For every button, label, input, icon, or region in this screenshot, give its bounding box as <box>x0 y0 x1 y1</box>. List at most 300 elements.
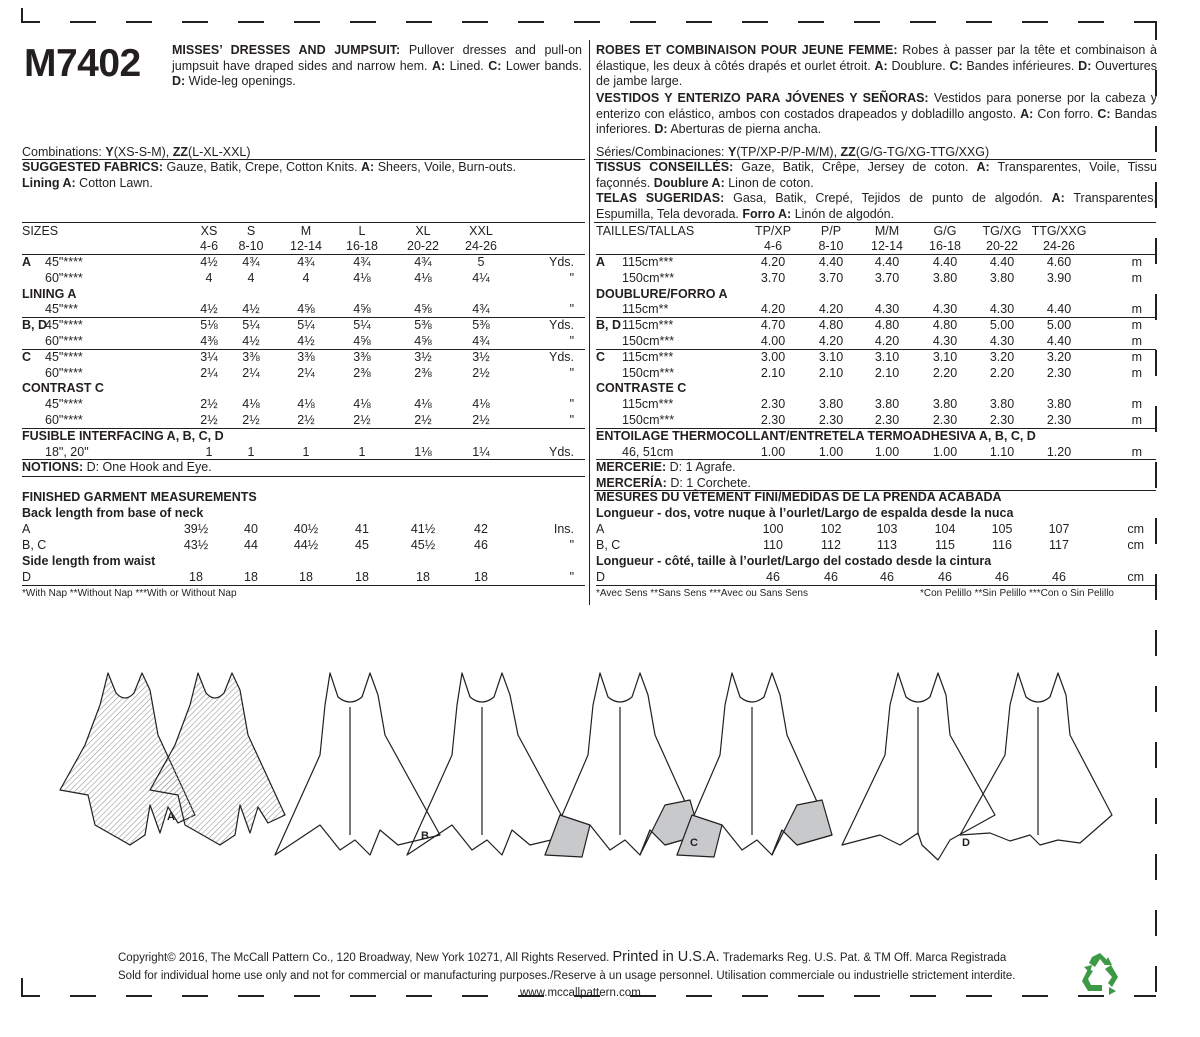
size-range: 20-22 <box>407 239 439 253</box>
yardage-value: 2½ <box>414 413 432 427</box>
yardage-value: 4⅛ <box>297 397 315 412</box>
unit: m <box>1131 413 1142 427</box>
yardage-value: 2.10 <box>874 365 900 380</box>
fabric-width: 45"**** <box>45 349 83 364</box>
fabric-width: 115cm*** <box>622 318 674 333</box>
section-label: CONTRAST C <box>22 381 104 396</box>
yardage-value: 3.20 <box>989 349 1015 364</box>
yardage-value: 3.70 <box>818 270 844 285</box>
yardage-value: 3.20 <box>1046 349 1072 364</box>
fabric-width: 115cm** <box>622 302 669 317</box>
yardage-value: 2.30 <box>760 413 786 427</box>
forro-label: Forro A: <box>742 206 792 221</box>
telas-label: TELAS SUGERIDAS: <box>596 191 725 205</box>
view-label: B, D <box>22 318 47 333</box>
intro-es-d-text: Aberturas de pierna ancha. <box>667 122 822 136</box>
yardage-value: 5⅛ <box>200 318 218 333</box>
yardage-value: 2½ <box>297 413 315 427</box>
size-name: G/G <box>933 224 957 238</box>
back-length-label: Back length from base of neck <box>22 506 204 521</box>
measurement-value: 110 <box>763 538 783 553</box>
intro-en-a-text: Lined. <box>445 58 489 73</box>
yardage-value: 4.20 <box>760 302 786 317</box>
yardage-value: 3.80 <box>932 397 958 412</box>
yardage-value: 1 <box>247 444 255 459</box>
yardage-value: 4⅛ <box>353 270 371 285</box>
combinations-fr-es <box>596 145 989 160</box>
yardage-value: 4⅜ <box>200 334 218 348</box>
unit: Yds. <box>548 444 574 459</box>
measurement-value: 41 <box>355 522 369 537</box>
yardage-value: 4.20 <box>760 255 786 269</box>
measurement-value: 45½ <box>410 538 436 553</box>
yardage-value: 2⅜ <box>353 365 371 380</box>
telas-text: Gasa, Batik, Crepé, Tejidos de punto de algodón. <box>724 191 1052 205</box>
view-c-back <box>677 673 832 857</box>
view-label: A <box>22 522 31 537</box>
footnote-fr: *Avec Sens **Sans Sens ***Avec ou Sans Sens <box>596 588 808 600</box>
yardage-value: 1.20 <box>1046 444 1072 459</box>
intro-fr-d-label: D: <box>1078 58 1092 73</box>
yardage-value: 4⅝ <box>297 302 315 317</box>
view-label: A <box>22 255 32 269</box>
yardage-value: 1.00 <box>818 444 844 459</box>
measurement-value: 107 <box>1048 522 1070 537</box>
combination-y-fr: Y <box>728 145 737 159</box>
intro-es-title: VESTIDOS Y ENTERIZO PARA JÓVENES Y SEÑORAS: <box>596 91 929 105</box>
mercerie-part: D: 1 Agrafe. <box>666 460 736 475</box>
size-range: 24-26 <box>465 239 497 253</box>
fabrics-text: Gauze, Batik, Crepe, Cotton Knits. <box>163 160 362 174</box>
pattern-number: M7402 <box>24 42 141 85</box>
yardage-value: 1 <box>358 444 366 459</box>
mercerie <box>596 460 736 475</box>
fabric-width: 150cm*** <box>622 270 675 285</box>
yardage-value: 1.00 <box>874 444 900 459</box>
size-range: 8-10 <box>238 239 264 253</box>
trademarks: Trademarks Reg. U.S. Pat. & TM Off. Marca Registrada <box>722 952 1007 964</box>
yardage-value: 4½ <box>200 255 218 269</box>
size-name: TTG/XXG <box>1031 224 1087 238</box>
yardage-value: 5 <box>477 255 485 269</box>
yardage-value: 2¼ <box>200 365 218 380</box>
yardage-value: 3.70 <box>874 270 900 285</box>
measurement-value: 104 <box>934 522 956 537</box>
mercerie-part: MERCERIE: <box>596 460 667 475</box>
yardage-value: 2½ <box>353 413 371 427</box>
yardage-value: 4.30 <box>989 334 1015 348</box>
unit: Ins. <box>553 522 574 537</box>
yardage-value: 4½ <box>297 334 315 348</box>
yardage-value: 4¾ <box>472 334 490 348</box>
measurement-value: 40½ <box>293 522 319 537</box>
size-range: 24-26 <box>1043 239 1075 253</box>
yardage-value: 5.00 <box>1046 318 1072 333</box>
view-label: D <box>596 570 606 585</box>
yardage-value: 1.00 <box>760 444 786 459</box>
yardage-value: 2½ <box>200 413 218 427</box>
fabric-width: 46, 51cm <box>622 444 674 459</box>
size-name: M/M <box>874 224 900 238</box>
notions-part: D: One Hook and Eye. <box>83 460 212 475</box>
size-name: L <box>358 224 366 238</box>
fabric-width: 45"**** <box>45 318 83 333</box>
yardage-value: 4.30 <box>874 302 900 317</box>
intro-fr-a-text: Doublure. <box>887 58 950 73</box>
unit: " <box>569 397 574 412</box>
intro-en-text: Pullover dresses and pull-on jumpsuit have draped sides and narrow hem. <box>172 43 582 73</box>
yardage-value: 4 <box>302 270 310 285</box>
size-name: TP/XP <box>754 224 792 238</box>
tissus-conseilles <box>596 160 1157 222</box>
unit: Yds. <box>548 349 574 364</box>
combinations-prefix-fr: Séries/Combinaciones: <box>596 145 729 159</box>
intro-fr-d-text: Ouvertures de jambe large. <box>596 58 1157 88</box>
measurement-value: 39½ <box>183 522 209 537</box>
measurement-value: 112 <box>821 538 841 553</box>
unit: " <box>569 570 574 585</box>
measurement-value: 46 <box>474 538 488 553</box>
combination-zz-sizes-fr: (G/G-TG/XG-TTG/XXG) <box>855 145 990 159</box>
yardage-value: 4.40 <box>874 255 900 269</box>
size-range: 4-6 <box>763 239 783 253</box>
yardage-value: 2.20 <box>989 365 1015 380</box>
section-label: DOUBLURE/FORRO A <box>596 286 728 301</box>
yardage-value: 2½ <box>472 365 490 380</box>
unit: " <box>569 334 574 348</box>
measurement-value: 18 <box>244 570 258 585</box>
fabric-width: 60"**** <box>45 334 83 348</box>
yardage-value: 4⅝ <box>414 334 432 348</box>
yardage-value: 5.00 <box>989 318 1015 333</box>
yardage-value: 2.30 <box>1046 365 1072 380</box>
rule <box>594 222 1156 223</box>
intro-es-c-label: C: <box>1097 106 1111 121</box>
unit: cm <box>1127 522 1144 537</box>
intro-es-a-text: Con forro. <box>1033 106 1098 121</box>
finished-measurements-label: FINISHED GARMENT MEASUREMENTS <box>22 490 257 505</box>
size-range: 12-14 <box>290 239 322 253</box>
yardage-value: 4⅝ <box>414 302 432 317</box>
yardage-value: 1¼ <box>472 444 490 459</box>
measurement-value: 18 <box>189 570 203 585</box>
intro-en-c-text: Lower bands. <box>501 58 582 73</box>
fabric-width: 60"**** <box>45 270 83 285</box>
measurement-value: 40 <box>244 522 258 537</box>
merceria-part: D: 1 Corchete. <box>666 476 751 491</box>
intro-en-d-text: Wide-leg openings. <box>185 74 296 88</box>
interfacing-label: ENTOILAGE THERMOCOLLANT/ENTRETELA TERMOADHESIVA A, B, C, D <box>596 428 1036 443</box>
yardage-value: 3.00 <box>760 349 786 364</box>
view-b-back <box>407 673 572 855</box>
yardage-value: 4.30 <box>932 302 958 317</box>
fabrics-a-label: A: <box>361 160 375 174</box>
yardage-value: 3¼ <box>200 349 218 364</box>
yardage-value: 3½ <box>472 349 490 364</box>
unit: cm <box>1127 538 1144 553</box>
combination-y: Y <box>105 145 114 159</box>
unit: cm <box>1127 570 1144 585</box>
yardage-value: 2.10 <box>818 365 844 380</box>
telas-a-text: Transparentes, Espumilla, Tela devorada. <box>596 191 1157 221</box>
yardage-value: 5¼ <box>297 318 315 333</box>
sizes-header-fr: TAILLES/TALLAS <box>596 224 695 238</box>
forro-text: Linón de algodón. <box>791 206 895 221</box>
view-d-back <box>960 673 1112 845</box>
merceria-part: MERCERÍA: <box>596 476 667 491</box>
intro-es-text: Vestidos para ponerse por la cabeza y enterizo con elástico, ambos con costados drapeados y dobladillo angosto. <box>596 91 1158 121</box>
recycle-icon <box>1078 951 1124 995</box>
yardage-value: 1⅛ <box>414 444 432 459</box>
unit: m <box>1131 365 1142 380</box>
tissus-a-text: Transparentes, Voile, Tissu façonnés. <box>596 160 1157 190</box>
intro-en-a-label: A: <box>432 58 446 73</box>
unit: m <box>1131 349 1142 364</box>
yardage-value: 4¾ <box>472 302 490 317</box>
lining-label: Lining A: <box>22 175 76 190</box>
yardage-value: 4⅝ <box>353 334 371 348</box>
intro-en-c-label: C: <box>488 58 502 73</box>
view-label-b: B <box>421 830 429 842</box>
yardage-value: 3.80 <box>989 270 1015 285</box>
yardage-value: 1.10 <box>989 444 1015 459</box>
size-range: 4-6 <box>199 239 219 253</box>
copyright: Copyright© 2016, The McCall Pattern Co., 120 Broadway, New York 10271, All Rights Reserved. <box>118 952 610 964</box>
view-label-d: D <box>962 837 970 849</box>
unit: m <box>1131 444 1142 459</box>
view-d-front <box>842 673 995 860</box>
yardage-value: 3.90 <box>1046 270 1072 285</box>
yardage-value: 4¾ <box>297 255 315 269</box>
rule <box>22 476 585 477</box>
unit: " <box>569 270 574 285</box>
size-range: 16-18 <box>929 239 961 253</box>
intro-english <box>172 43 582 90</box>
yardage-value: 4¼ <box>472 270 490 285</box>
unit: " <box>569 365 574 380</box>
measurement-value: 46 <box>824 570 838 585</box>
fabrics-label: SUGGESTED FABRICS: <box>22 160 163 174</box>
intro-en-title: MISSES’ DRESSES AND JUMPSUIT: <box>172 43 401 57</box>
intro-fr-text: Robes à passer par la tête et combinaison à élastique, les deux à côtés drapés et ourlet étroit. <box>596 43 1157 73</box>
intro-fr-title: ROBES ET COMBINAISON POUR JEUNE FEMME: <box>596 43 898 57</box>
yardage-value: 4½ <box>242 334 260 348</box>
yardage-value: 4 <box>247 270 255 285</box>
measurement-value: 46 <box>766 570 780 585</box>
measurement-value: 113 <box>877 538 897 553</box>
unit: m <box>1131 397 1142 412</box>
yardage-value: 5¼ <box>353 318 371 333</box>
fabric-width: 45"**** <box>45 255 83 269</box>
yardage-value: 2½ <box>472 413 490 427</box>
yardage-value: 3.80 <box>989 397 1015 412</box>
tissus-label: TISSUS CONSEILLÉS: <box>596 160 734 174</box>
measurement-value: 46 <box>1052 570 1066 585</box>
view-label: B, C <box>22 538 47 553</box>
yardage-value: 3.80 <box>932 270 958 285</box>
yardage-value: 2.30 <box>932 413 958 427</box>
size-name: XS <box>200 224 218 238</box>
yardage-value: 4½ <box>200 302 218 317</box>
yardage-value: 4⅝ <box>353 302 371 317</box>
yardage-value: 3⅜ <box>353 349 371 364</box>
size-range: 16-18 <box>346 239 378 253</box>
yardage-value: 4⅛ <box>472 397 490 412</box>
yardage-value: 4.80 <box>818 318 844 333</box>
measurement-value: 41½ <box>410 522 436 537</box>
unit: m <box>1131 334 1142 348</box>
measurement-value: 18 <box>355 570 369 585</box>
measurement-value: 103 <box>876 522 898 537</box>
intro-es-d-label: D: <box>654 122 668 136</box>
measurement-value: 105 <box>991 522 1013 537</box>
measurement-value: 18 <box>474 570 488 585</box>
section-label: LINING A <box>22 286 77 301</box>
fabric-width: 45"**** <box>45 397 83 412</box>
fabric-width: 45"*** <box>45 302 78 317</box>
yardage-value: 2¼ <box>297 365 315 380</box>
measurement-value: 116 <box>992 538 1012 553</box>
yardage-value: 2.30 <box>760 397 786 412</box>
fabric-width: 115cm*** <box>622 397 674 412</box>
yardage-value: 3½ <box>414 349 432 364</box>
measurement-value: 46 <box>938 570 952 585</box>
view-label: A <box>596 255 606 269</box>
yardage-value: 5⅜ <box>472 318 490 333</box>
intro-es-c-text: Bandas inferiores. <box>596 106 1157 136</box>
combination-zz-fr: ZZ <box>840 145 856 159</box>
intro-french <box>596 43 1157 90</box>
combination-zz-sizes: (L-XL-XXL) <box>188 145 251 159</box>
yardage-value: 4⅛ <box>242 397 260 412</box>
measurement-value: 45 <box>355 538 369 553</box>
yardage-value: 4.30 <box>989 302 1015 317</box>
interfacing-label: FUSIBLE INTERFACING A, B, C, D <box>22 428 224 443</box>
yardage-value: 3⅜ <box>297 349 315 364</box>
rule <box>22 222 585 223</box>
view-label-a: A <box>167 811 175 823</box>
fabric-width: 115cm*** <box>622 255 674 269</box>
notions-part: NOTIONS: <box>22 460 84 475</box>
yardage-value: 2.30 <box>1046 413 1072 427</box>
printed-in: Printed in U.S.A. <box>612 949 720 965</box>
fabric-width: 150cm*** <box>622 365 675 380</box>
measurement-value: 42 <box>474 522 488 537</box>
intro-en-d-label: D: <box>172 74 186 88</box>
yardage-value: 4¾ <box>414 255 432 269</box>
unit: Yds. <box>548 255 574 269</box>
fabrics-a-text: Sheers, Voile, Burn-outs. <box>374 160 516 174</box>
doublure-label: Doublure A: <box>653 175 725 190</box>
yardage-value: 4¾ <box>353 255 371 269</box>
combination-y-sizes: (XS-S-M), <box>113 145 173 159</box>
yardage-value: 4.30 <box>932 334 958 348</box>
view-label: D <box>22 570 32 585</box>
unit: m <box>1131 270 1142 285</box>
finished-measurements-label: MESURES DU VÊTEMENT FINI/MEDIDAS DE LA PRENDA ACABADA <box>596 490 1002 505</box>
yardage-value: 4.20 <box>818 302 844 317</box>
yardage-value: 4⅛ <box>414 270 432 285</box>
yardage-value: 4⅛ <box>414 397 432 412</box>
unit: " <box>569 538 574 553</box>
intro-es-a-label: A: <box>1020 106 1034 121</box>
yardage-value: 4 <box>205 270 213 285</box>
fabric-width: 150cm*** <box>622 413 675 427</box>
footnote-en: *With Nap **Without Nap ***With or Without Nap <box>22 588 237 600</box>
unit: " <box>569 302 574 317</box>
side-length-label: Side length from waist <box>22 554 156 569</box>
garment-illustrations <box>0 645 1200 905</box>
yardage-value: 4.00 <box>760 334 786 348</box>
website-link[interactable]: www.mccallpattern.com <box>520 987 641 999</box>
measurement-value: 18 <box>416 570 430 585</box>
view-label: B, D <box>596 318 621 333</box>
combinations-en <box>22 145 251 160</box>
yardage-value: 4½ <box>242 302 260 317</box>
measurement-value: 43½ <box>183 538 209 553</box>
combination-zz: ZZ <box>172 145 189 159</box>
size-name: P/P <box>820 224 842 238</box>
unit: m <box>1131 255 1142 269</box>
back-length-label: Longueur - dos, votre nuque à l’ourlet/Largo de espalda desde la nuca <box>596 506 1014 521</box>
size-name: M <box>300 224 312 238</box>
unit: m <box>1131 302 1142 317</box>
view-label: B, C <box>596 538 621 553</box>
view-label: C <box>596 349 606 364</box>
yardage-value: 3.70 <box>760 270 786 285</box>
yardage-value: 4.20 <box>874 334 900 348</box>
yardage-value: 3.80 <box>818 397 844 412</box>
measurement-value: 18 <box>299 570 313 585</box>
view-b-front <box>275 673 440 855</box>
size-name: TG/XG <box>982 224 1022 238</box>
sold-notice: Sold for individual home use only and not for commercial or manufacturing purposes./Reserve à un usage personnel. Utilisation commerciale ou industrielle strictement interdite. <box>118 970 1016 982</box>
measurement-value: 44½ <box>293 538 319 553</box>
combination-y-sizes-fr: (TP/XP-P/P-M/M), <box>736 145 841 159</box>
yardage-value: 3.10 <box>874 349 900 364</box>
fabric-width: 18", 20" <box>45 444 89 459</box>
measurement-value: 117 <box>1049 538 1069 553</box>
yardage-value: 5⅜ <box>414 318 432 333</box>
intro-fr-c-text: Bandes inférieures. <box>962 58 1079 73</box>
measurement-value: 44 <box>244 538 258 553</box>
tissus-a-label: A: <box>976 160 990 174</box>
combinations-prefix: Combinations: <box>22 145 106 159</box>
yardage-value: 4.40 <box>932 255 958 269</box>
yardage-value: 4.60 <box>1046 255 1072 269</box>
yardage-value: 4.40 <box>1046 302 1072 317</box>
yardage-value: 4.70 <box>760 318 786 333</box>
lining-text: Cotton Lawn. <box>75 175 153 190</box>
size-range: 8-10 <box>818 239 844 253</box>
yardage-value: 1 <box>205 444 213 459</box>
yardage-value: 2¼ <box>242 365 260 380</box>
yardage-value: 4.80 <box>874 318 900 333</box>
measurement-value: 46 <box>880 570 894 585</box>
intro-fr-a-label: A: <box>874 58 888 73</box>
measurement-value: 102 <box>820 522 842 537</box>
yardage-value: 4.40 <box>989 255 1015 269</box>
measurement-value: 100 <box>762 522 784 537</box>
sizes-header: SIZES <box>22 224 59 238</box>
yardage-value: 4.40 <box>818 255 844 269</box>
yardage-value: 4.40 <box>1046 334 1072 348</box>
view-label: C <box>22 349 32 364</box>
intro-fr-c-label: C: <box>949 58 963 73</box>
yardage-value: 4.20 <box>818 334 844 348</box>
yardage-value: 3⅜ <box>242 349 260 364</box>
yardage-value: 4¾ <box>242 255 260 269</box>
